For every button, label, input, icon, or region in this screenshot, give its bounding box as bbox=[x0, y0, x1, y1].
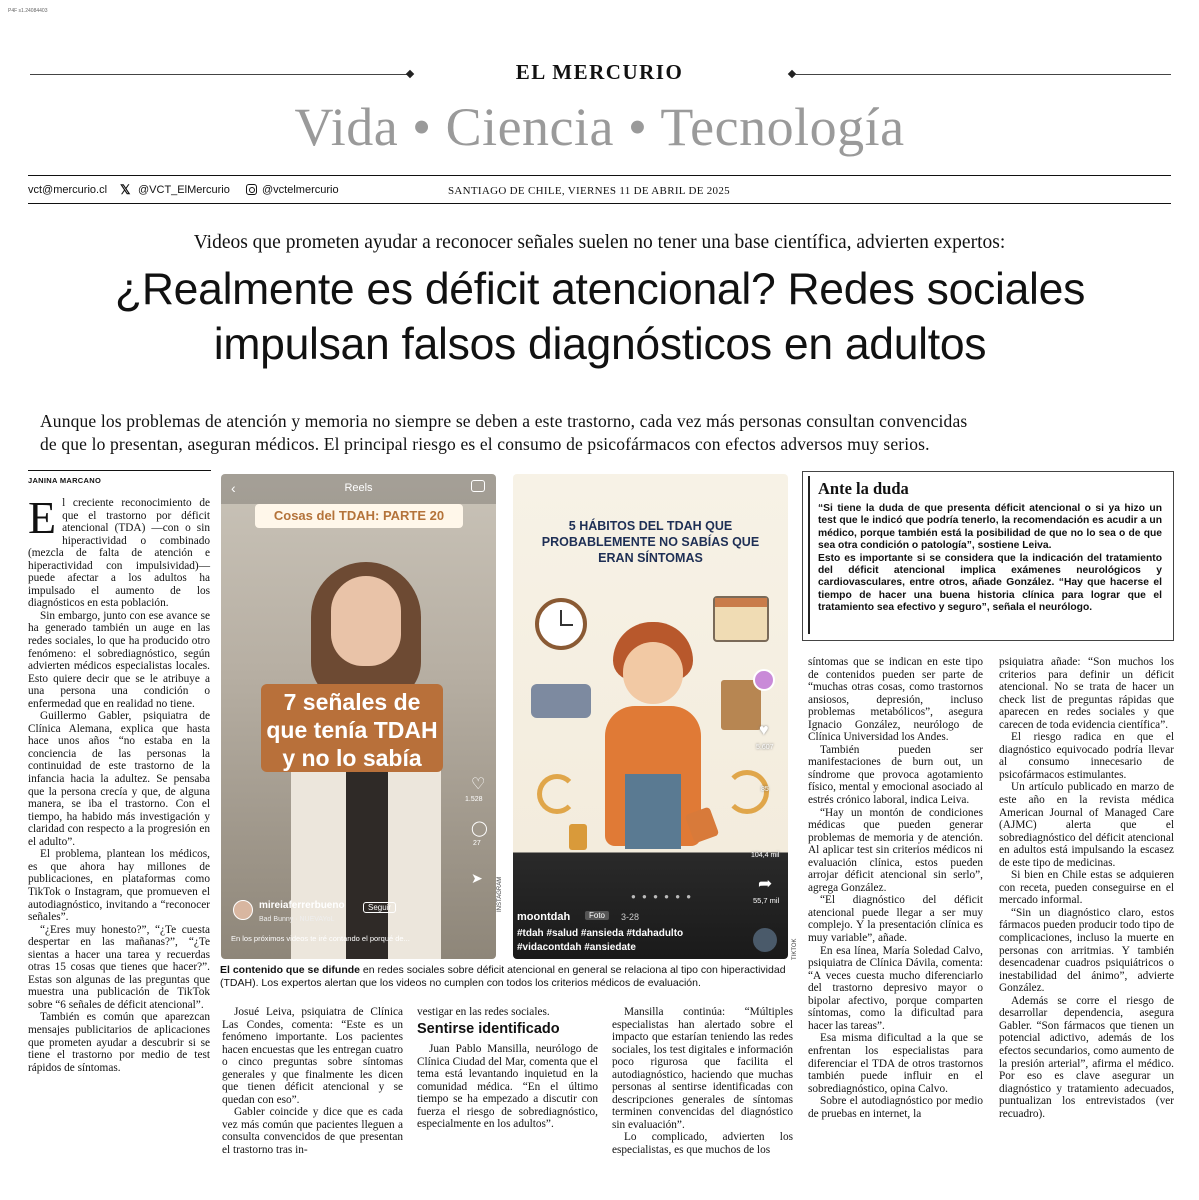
paragraph: Mansilla continúa: “Múltiples especialistas han alertado sobre el impacto que estarían teniendo las redes sociales, los test digitales e información poco rigurosa que facilita el autodiagnóstico, haciendo que muchas personas al sentirse identificadas con descripciones generales de síntomas terminen convencidas del diagnóstico sin evaluación”. bbox=[612, 1006, 793, 1131]
paragraph: “¿Eres muy honesto?”, “¿Te cuesta despertar en las mañanas?”, “¿Te sientas a hacer una tarea y recuerdas otras 15 cosas que tienes que hacer?”. Estas son algunas de las preguntas que muestra una publicación de TikTok sobre “6 señales de déficit atencional”. bbox=[28, 923, 210, 1011]
subheading: Sentirse identificado bbox=[417, 1020, 560, 1037]
reel-audio: Bad Bunny · NUEVAYoL bbox=[259, 916, 335, 923]
comment-count: 27 bbox=[473, 840, 481, 847]
sidebar-accent bbox=[808, 476, 810, 634]
sidebar-paragraph: “Si tiene la duda de que presenta déficit atencional o si ya hizo un test que le indicó que podría tenerlo, la recomendación es acudir a un médico, porque también está la posibilidad de que no lo sea o de que sea otra condición o patología”, sostiene Leiva. bbox=[818, 503, 1162, 552]
column-6 bbox=[999, 656, 1174, 1120]
reel-username: mireiaferrerbueno bbox=[259, 900, 345, 911]
deck-line-2: de que lo presentan, aseguran médicos. El principal riesgo es el consumo de psicofármacos con efectos adversos muy serios. bbox=[40, 434, 930, 454]
column-4 bbox=[612, 1006, 793, 1157]
paragraph: Esa misma dificultad a la que se enfrentan los especialistas para diferenciar el TDA de otros trastornos también puede influir en el sobrediagnóstico, opina Calvo. bbox=[808, 1032, 983, 1095]
sidebar-paragraph: Esto es importante si se considera que la indicación del tratamiento del déficit atencional implica exámenes neurológicos y cardiovasculares, entre otros, añade González. “Hay que hacerse el tiempo de hacer una buena historia clínica para lograr que el tratamiento sea efectivo y seguro”, señala el neurólogo. bbox=[818, 552, 1162, 614]
paragraph: l creciente reconocimiento de que el trastorno por déficit atencional (TDA) —con o sin hiperactividad o combinado (mezcla de falta de atención e hiperactividad con impulsividad)— puede afectar a los adultos ha impulsado el aumento de los diagnósticos en esta población. bbox=[28, 497, 210, 610]
instagram-icon bbox=[246, 184, 257, 195]
drop-cap: E bbox=[28, 492, 57, 543]
paragraph: Guillermo Gabler, psiquiatra de Clínica Alemana, explica que hasta hace unos años “no estaba en la conciencia de las personas la continuidad de este trastorno de la infancia hacia la adultez. Se pensaba que la persona crecía y que, de alguna manera, se iba el trastorno. Con el tiempo, ha habido más investigación y claridad con respecto a la progresión en el adulto”. bbox=[28, 710, 210, 848]
paragraph: “El diagnóstico del déficit atencional puede llegar a ser muy complejo. Y la presentación clínica es muy variable”, añade. bbox=[808, 894, 983, 945]
paragraph: Lo complicado, advierten los especialistas, es que muchos de los bbox=[612, 1131, 793, 1157]
caption-lead: El contenido que se difunde bbox=[220, 964, 361, 976]
cycle-illustration bbox=[537, 774, 577, 814]
save-count: 104,4 mil bbox=[751, 852, 780, 859]
headline bbox=[20, 262, 1180, 372]
caption-text: en redes sociales sobre déficit atencional en general se relaciona al tipo con hiperactividad (TDAH). Los expertos alertan que los videos no cumplen con todos los criterios médicos de evaluación. bbox=[220, 964, 786, 989]
paragraph: síntomas que se indican en este tipo de contenidos pueden ser parte de “muchas otras cosas, como trastornos ansiosos, depresión, incluso problemas metabólicos”, asegura Ignacio González, neurólogo de Clínica Universidad los Andes. bbox=[808, 656, 983, 744]
follow-button: Seguir bbox=[363, 902, 396, 913]
share-icon: ➦ bbox=[758, 874, 773, 893]
clock-illustration bbox=[535, 598, 587, 650]
paragraph: Gabler coincide y dice que es cada vez más común que pacientes lleguen a consulta convencidos de que presentan el trastorno tras in- bbox=[222, 1106, 403, 1157]
person-face bbox=[331, 576, 401, 666]
heart-icon: ♡ bbox=[471, 776, 486, 793]
camera-icon bbox=[471, 480, 485, 492]
byline: JANINA MARCANO bbox=[28, 476, 102, 485]
column-1 bbox=[28, 492, 210, 1074]
reel-sign: 7 señales de que tenía TDAH y no lo sabía bbox=[261, 684, 443, 772]
photo-caption bbox=[220, 964, 792, 990]
kicker: Videos que prometen ayudar a reconocer señales suelen no tener una base científica, advierten expertos: bbox=[193, 232, 1006, 253]
bed-illustration bbox=[531, 684, 591, 718]
reel-title: Cosas del TDAH: PARTE 20 bbox=[255, 504, 463, 528]
paragraph: Josué Leiva, psiquiatra de Clínica Las Condes, comenta: “Este es un fenómeno importante. Los pacientes hacen encuestas que les entregan cuatro o cinco preguntas sobre síntomas generales y que finalmente les dicen que tienen déficit atencional y se quedan con eso”. bbox=[222, 1006, 403, 1106]
reel-description: En los próximos videos te iré contando el porqué de... bbox=[231, 934, 410, 943]
boy-face bbox=[623, 642, 683, 704]
paragraph: Juan Pablo Mansilla, neurólogo de Clínica Ciudad del Mar, comenta que el tema está levantando inquietud en la comunidad médica. “En el último tiempo se ha empezado a discutir con fuerza el riesgo de sobrediagnóstico, especialmente en los adultos”. bbox=[417, 1043, 598, 1131]
x-icon: 𝕏 bbox=[120, 182, 131, 197]
instagram-handle: @vctelmercurio bbox=[262, 184, 339, 196]
heart-icon: ♥ bbox=[759, 722, 769, 739]
photo-tiktok-post bbox=[513, 474, 788, 959]
headline-line-2: impulsan falsos diagnósticos en adultos bbox=[213, 320, 987, 369]
dateline: SANTIAGO DE CHILE, VIERNES 11 DE ABRIL DE 2025 bbox=[448, 185, 730, 197]
avatar bbox=[233, 900, 253, 920]
page-code: P4F s1.24084403 bbox=[8, 8, 48, 14]
email: vct@mercurio.cl bbox=[28, 184, 108, 196]
paragraph: También es común que aparezcan mensajes publicitarios de aplicaciones que prometen ayudar a descubrir si se tiene el trastorno por medio de test rápidos de síntomas. bbox=[28, 1011, 210, 1074]
photo-credit-instagram: INSTAGRAM bbox=[497, 876, 503, 912]
column-5 bbox=[808, 656, 983, 1120]
paragraph: “Hay un montón de condiciones médicas que pueden generar problemas de memoria y de atención. Al aplicar test sin criterios médicos ni evaluación clínica, estos pueden arrojar déficit atencional sin serlo”, agrega González. bbox=[808, 806, 983, 894]
photo-credit-tiktok: TIKTOK bbox=[792, 938, 798, 960]
paragraph: El problema, plantean los médicos, es que ahora hay millones de publicaciones, en plataformas como TikTok o Instagram, que promueven el autodiagnóstico, invitando a “reconocer señales”. bbox=[28, 848, 210, 924]
paragraph: El riesgo radica en que el diagnóstico equivocado podría llevar al consumo innecesario de psicofármacos estimulantes. bbox=[999, 731, 1174, 781]
deck-line-1: Aunque los problemas de atención y memoria no siempre se deben a este trastorno, cada vez más personas consultan convencidas bbox=[40, 411, 968, 431]
newspaper-name: EL MERCURIO bbox=[515, 60, 684, 84]
photo-instagram-reel bbox=[221, 474, 496, 959]
byline-rule bbox=[28, 470, 211, 471]
hashtags-line-1: #tdah #salud #ansieda #tdahadulto bbox=[517, 928, 684, 939]
illustration-title: 5 HÁBITOS DEL TDAH QUE PROBABLEMENTE NO SABÍAS QUE ERAN SÍNTOMAS bbox=[541, 519, 760, 565]
like-count: 5.607 bbox=[756, 744, 774, 751]
column-3 bbox=[417, 1006, 598, 1131]
comment-icon: ◯ bbox=[471, 820, 488, 837]
paragraph: vestigar en las redes sociales. bbox=[417, 1006, 550, 1018]
hashtags-line-2: #vidacontdah #ansiedate bbox=[517, 942, 636, 953]
rule-top bbox=[28, 175, 1171, 176]
music-disc-icon bbox=[753, 928, 777, 952]
calendar-illustration bbox=[713, 596, 769, 642]
headline-line-1: ¿Realmente es déficit atencional? Redes sociales bbox=[114, 265, 1086, 314]
x-handle: @VCT_ElMercurio bbox=[138, 184, 230, 196]
paragraph: “Sin un diagnóstico claro, estos fármacos pueden producir todo tipo de complicaciones, incluso la muerte en personas con arritmias. Y también desencadenar cuadros psiquiátricos o inestabilidad del ánimo”, advierte González. bbox=[999, 906, 1174, 995]
column-2 bbox=[222, 1006, 403, 1157]
section-title: Vida • Ciencia • Tecnología bbox=[294, 97, 905, 157]
comment-count: 85 bbox=[761, 786, 769, 793]
paragraph: Sin embargo, junto con ese avance se ha generado también un auge en las redes sociales, lo que ha producido otro fenómeno: el sobrediagnóstico, según advierten médicos especialistas locales. Esto quiere decir que se le atribuye a una persona una condición o enfermedad que en realidad no tiene. bbox=[28, 609, 210, 710]
carousel-dots: ● ● ● ● ● ● bbox=[631, 892, 694, 901]
sidebar-title: Ante la duda bbox=[818, 479, 909, 498]
paragraph: Un artículo publicado en marzo de este año en la revista médica American Journal of Managed Care (AJMC) alerta que el sobrediagnóstico del déficit atencional en adultos está impulsando la escasez de este tipo de medicinas. bbox=[999, 781, 1174, 869]
photo-badge: Foto bbox=[585, 911, 609, 920]
back-icon: ‹ bbox=[231, 480, 236, 496]
share-count: 55,7 mil bbox=[753, 896, 780, 905]
post-date: 3-28 bbox=[621, 912, 640, 922]
rule-bottom bbox=[28, 203, 1171, 204]
paragraph: También pueden ser manifestaciones de burn out, un síndrome que provoca agotamiento físico, mental y emocional asociado al estrés crónico laboral, indica Leiva. bbox=[808, 743, 983, 807]
deck bbox=[40, 410, 1170, 456]
tiktok-username: moontdah bbox=[517, 911, 571, 923]
reel-header: Reels bbox=[344, 482, 373, 494]
sidebar-text bbox=[818, 503, 1162, 615]
paragraph: Sobre el autodiagnóstico por medio de pruebas en internet, la bbox=[808, 1095, 983, 1120]
like-count: 1.528 bbox=[465, 796, 483, 803]
creator-avatar bbox=[753, 669, 775, 691]
paragraph: En esa línea, María Soledad Calvo, psiquiatra de Clínica Dávila, comenta: “A veces cuesta mucho diferenciarlo del trastorno depresivo mayor o bipolar afectivo, porque comparten síntomas, como la dificultad para hacer las tareas”. bbox=[808, 944, 983, 1032]
can-illustration bbox=[569, 824, 587, 850]
paragraph: psiquiatra añade: “Son muchos los criterios para definir un déficit atencional. No se trata de hacer un check list de preguntas rápidas que aparecen en redes sociales y que carecen de toda evidencia científica”. bbox=[999, 656, 1174, 731]
share-icon: ➤ bbox=[471, 870, 483, 886]
boy-pants bbox=[625, 774, 681, 849]
paragraph: Si bien en Chile estas se adquieren con receta, pueden conseguirse en el mercado informal. bbox=[999, 869, 1174, 907]
paragraph: Además se corre el riesgo de desarrollar dependencia, asegura Gabler. “Son fármacos que tienen un potencial adictivo, además de los efectos secundarios, como aumento de la presión arterial”, afirma el médico. Por eso es clave asegurar un diagnóstico y tratamiento adecuados, puntualizan los entrevistados (ver recuadro). bbox=[999, 994, 1174, 1120]
